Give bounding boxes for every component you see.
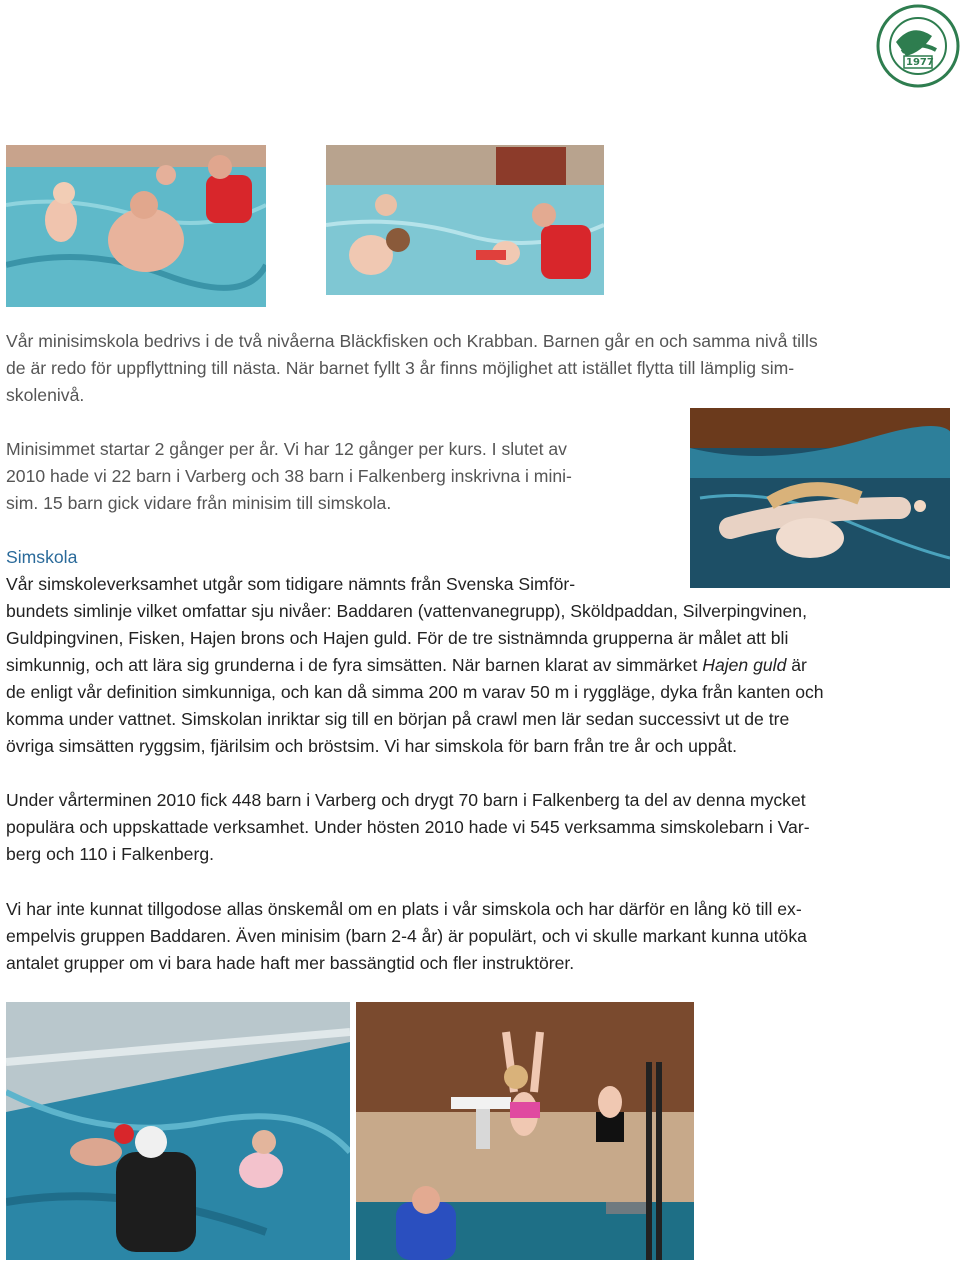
pool-photo-2 xyxy=(326,145,604,295)
intro-paragraph xyxy=(6,328,818,409)
simskola-paragraph xyxy=(6,571,824,760)
queue-line-2: empelvis gruppen Baddaren. Även minisim (barn 2-4 år) är populärt, och vi skulle markant kunna utöka xyxy=(6,926,807,946)
logo-year: 1977 xyxy=(906,57,934,68)
minisim-line-1: Minisimmet startar 2 gånger per år. Vi har 12 gånger per kurs. I slutet av xyxy=(6,439,567,459)
intro-line-3: skolenivå. xyxy=(6,385,85,405)
queue-line-3: antalet grupper om vi bara hade haft mer bassängtid och fler instruktörer. xyxy=(6,953,575,973)
vartermin-line-2: populära och uppskattade verksamhet. Under hösten 2010 hade vi 545 verksamma simskolebarn i Var- xyxy=(6,817,810,837)
simskola-line-7: övriga simsätten ryggsim, fjärilsim och bröstsim. Vi har simskola för barn från tre år och uppåt. xyxy=(6,736,738,756)
vartermin-line-3: berg och 110 i Falkenberg. xyxy=(6,844,214,864)
simskola-line-6: komma under vattnet. Simskolan inriktar sig till en början på crawl men lär sedan successivt ut de tre xyxy=(6,709,790,729)
simskola-badge-name: Hajen guld xyxy=(702,655,787,675)
pool-lesson-photo xyxy=(6,1002,350,1260)
queue-line-1: Vi har inte kunnat tillgodose allas önskemål om en plats i vår simskola och har därför en lång kö till ex- xyxy=(6,899,802,919)
minisim-line-3: sim. 15 barn gick vidare från minisim till simskola. xyxy=(6,493,392,513)
simskola-heading: Simskola xyxy=(6,547,78,567)
logo-emblem-icon xyxy=(872,2,960,90)
queue-paragraph xyxy=(6,896,807,977)
intro-line-2: de är redo för uppflyttning till nästa. När barnet fyllt 3 år finns möjlighet att istället flytta till lämplig sim- xyxy=(6,358,795,378)
simskola-line-4-end: är xyxy=(786,655,807,675)
vartermin-line-1: Under vårterminen 2010 fick 448 barn i Varberg och drygt 70 barn i Falkenberg ta del av denna mycket xyxy=(6,790,806,810)
pool-photo-1 xyxy=(6,145,266,307)
minisim-paragraph xyxy=(6,436,572,517)
simskola-line-1: Vår simskoleverksamhet utgår som tidigare nämnts från Svenska Simför- xyxy=(6,574,576,594)
simskola-line-4: simkunnig, och att lära sig grunderna i de fyra simsätten. När barnen klarat av simmärket xyxy=(6,655,703,675)
intro-line-1: Vår minisimskola bedrivs i de två nivåerna Bläckfisken och Krabban. Barnen går en och samma nivå tills xyxy=(6,331,818,351)
minisim-line-2: 2010 hade vi 22 barn i Varberg och 38 barn i Falkenberg inskrivna i mini- xyxy=(6,466,572,486)
simskola-line-5: de enligt vår definition simkunniga, och kan då simma 200 m varav 50 m i ryggläge, dyka från kanten och xyxy=(6,682,824,702)
club-logo xyxy=(872,2,960,90)
simskola-line-3: Guldpingvinen, Fisken, Hajen brons och Hajen guld. För de tre sistnämnda grupperna är målet att bli xyxy=(6,628,789,648)
diving-photo xyxy=(356,1002,694,1260)
underwater-swimmer-photo xyxy=(690,408,950,588)
simskola-line-2: bundets simlinje vilket omfattar sju nivåer: Baddaren (vattenvanegrupp), Sköldpaddan, Silverpingvinen, xyxy=(6,601,807,621)
vartermin-paragraph xyxy=(6,787,810,868)
